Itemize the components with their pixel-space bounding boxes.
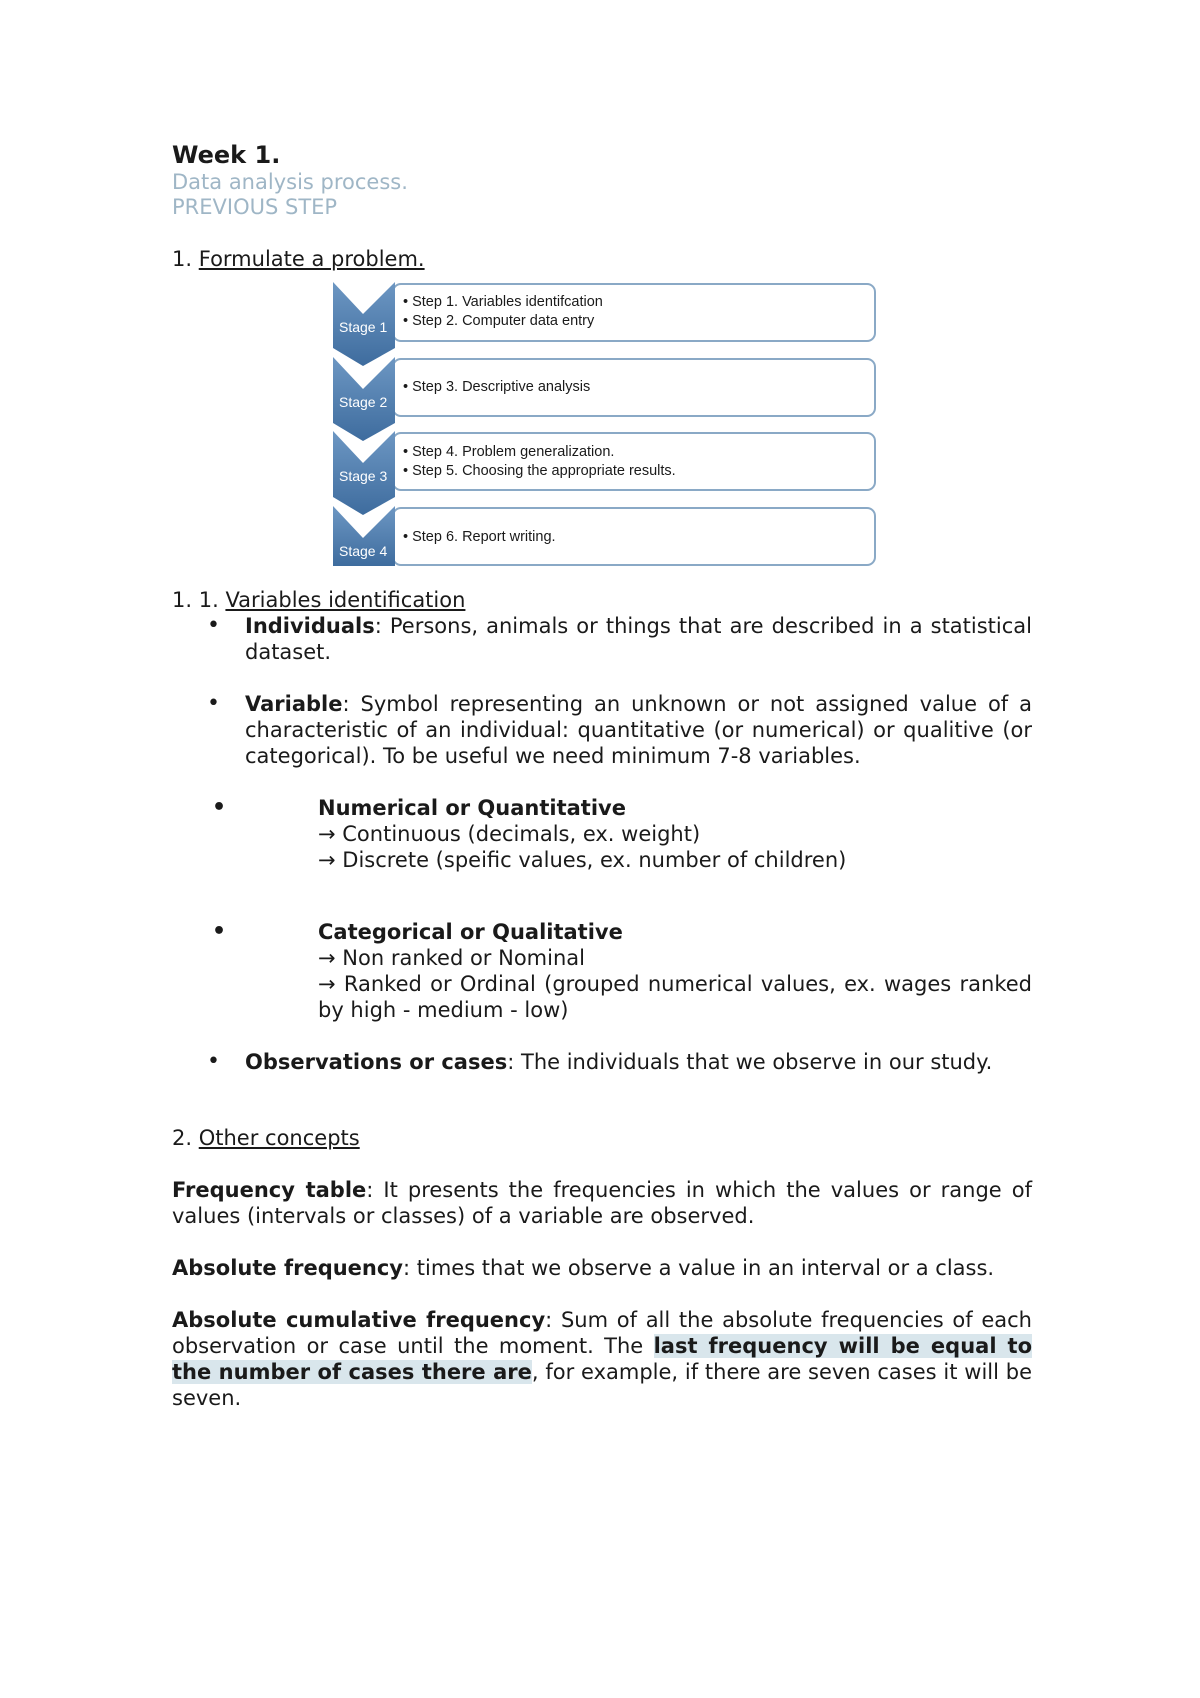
absolute-frequency-paragraph [172, 1255, 1032, 1281]
section-1-title: Formulate a problem. [198, 247, 425, 271]
section-1-heading [172, 246, 1032, 272]
stage-4-label: Stage 4 [339, 543, 388, 559]
definition-frequency-table: : It presents the frequencies in which the values or range of values (intervals or classes) of a variable are observed. [172, 1178, 1032, 1228]
section-2-number: 2. [172, 1126, 193, 1150]
categorical-nominal: → Non ranked or Nominal [318, 946, 585, 970]
stage-3-step-1: • Step 4. Problem generalization. [403, 444, 615, 460]
frequency-table-paragraph [172, 1177, 1032, 1229]
section-1-1-number: 1. 1. [172, 588, 219, 612]
section-1-1-title: Variables identification [225, 588, 466, 612]
stage-1-step-1: • Step 1. Variables identifcation [403, 294, 603, 310]
variables-list [172, 613, 1032, 1075]
document-content [172, 140, 1032, 1411]
stage-3-step-2: • Step 5. Choosing the appropriate results. [403, 463, 676, 479]
definition-absolute-cumulative-part2: , for example, if there are seven cases it will be seven. [172, 1360, 1032, 1410]
list-item-individuals [172, 613, 1032, 665]
stage-2-step-1: • Step 3. Descriptive analysis [403, 379, 591, 395]
highlighted-text: last frequency will be equal to the number of cases there are [172, 1334, 1033, 1384]
previous-step-label: PREVIOUS STEP [172, 195, 338, 219]
page-title: Week 1. [172, 141, 281, 169]
term-frequency-table: Frequency table [172, 1178, 367, 1202]
list-item-variable [172, 691, 1032, 1023]
stage-3-box [393, 433, 875, 490]
definition-observations: : The individuals that we observe in our study. [507, 1050, 993, 1074]
list-item-numerical [245, 795, 1032, 873]
stage-1-label: Stage 1 [339, 319, 388, 335]
term-absolute-cumulative: Absolute cumulative frequency [172, 1308, 546, 1332]
term-individuals: Individuals [245, 614, 375, 638]
definition-absolute-cumulative-part1: : Sum of all the absolute frequencies of each observation or case until the moment. The [172, 1308, 1032, 1358]
stage-1-step-2: • Step 2. Computer data entry [403, 313, 595, 329]
variable-types-list [245, 795, 1032, 1023]
list-item-categorical [245, 919, 1032, 1023]
stage-4-step-1: • Step 6. Report writing. [403, 529, 556, 545]
list-item-observations [172, 1049, 1032, 1075]
section-1-number: 1. [172, 247, 193, 271]
numerical-discrete: → Discrete (speific values, ex. number of children) [318, 848, 847, 872]
stage-3-label: Stage 3 [339, 468, 388, 484]
term-variable: Variable [245, 692, 343, 716]
definition-variable: : Symbol representing an unknown or not assigned value of a characteristic of an individual: quantitative (or numerical) or qualitive (or categorical). To be useful we need minimum 7-8 variables. [245, 692, 1032, 768]
term-observations: Observations or cases [245, 1050, 508, 1074]
absolute-cumulative-paragraph [172, 1307, 1032, 1411]
stage-2-label: Stage 2 [339, 394, 388, 410]
stage-3-block [333, 431, 875, 515]
definition-individuals: : Persons, animals or things that are described in a statistical dataset. [245, 614, 1032, 664]
section-1-1-heading [172, 587, 1032, 613]
definition-absolute-frequency: : times that we observe a value in an interval or a class. [403, 1256, 995, 1280]
term-absolute-frequency: Absolute frequency [172, 1256, 403, 1280]
section-2-title: Other concepts [198, 1126, 360, 1150]
numerical-continuous: → Continuous (decimals, ex. weight) [318, 822, 701, 846]
page-subtitle: Data analysis process. [172, 170, 408, 194]
term-categorical: • Categorical or Qualitative [318, 920, 623, 944]
term-numerical: • Numerical or Quantitative [318, 796, 626, 820]
stage-4-block [333, 506, 875, 566]
data-analysis-stages-diagram [333, 282, 878, 567]
stage-1-block [333, 282, 875, 366]
categorical-ordinal: → Ranked or Ordinal (grouped numerical values, ex. wages ranked by high - medium - low) [318, 972, 1032, 1022]
section-2-heading [172, 1125, 1032, 1151]
stage-2-block [333, 357, 875, 441]
